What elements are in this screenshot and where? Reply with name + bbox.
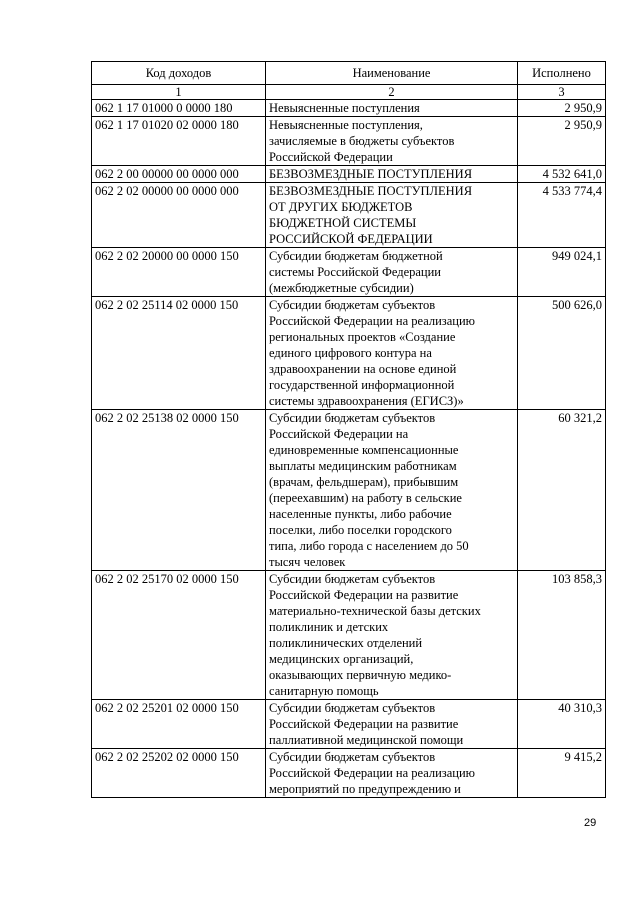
row-name: Субсидии бюджетам субъектов Российской Федерации на развитие материально-технической базы детских поликлиник и детских поликлинических отделений медицинских организаций, оказывающих первичную медико- санитарную помощь bbox=[266, 571, 518, 700]
row-name: Невыясненные поступления, зачисляемые в бюджеты субъектов Российской Федерации bbox=[266, 117, 518, 166]
table-header-row bbox=[92, 62, 606, 85]
row-amount: 949 024,1 bbox=[518, 248, 606, 297]
table-row bbox=[92, 183, 606, 248]
row-code: 062 2 02 25201 02 0000 150 bbox=[92, 700, 266, 749]
row-code: 062 2 02 25114 02 0000 150 bbox=[92, 297, 266, 410]
row-code: 062 2 02 25138 02 0000 150 bbox=[92, 410, 266, 571]
revenue-table bbox=[91, 61, 606, 798]
row-amount: 2 950,9 bbox=[518, 117, 606, 166]
row-code: 062 2 02 00000 00 0000 000 bbox=[92, 183, 266, 248]
header-executed: Исполнено bbox=[518, 62, 606, 85]
row-name: Субсидии бюджетам субъектов Российской Федерации на единовременные компенсационные выплаты медицинским работникам (врачам, фельдшерам), прибывшим (переехавшим) на работу в сельские населенные пункты, либо рабочие поселки, либо поселки городского типа, либо города с населением до 50 тысяч человек bbox=[266, 410, 518, 571]
row-amount: 9 415,2 bbox=[518, 749, 606, 798]
table-row bbox=[92, 100, 606, 117]
table-row bbox=[92, 571, 606, 700]
row-code: 062 1 17 01020 02 0000 180 bbox=[92, 117, 266, 166]
row-name: БЕЗВОЗМЕЗДНЫЕ ПОСТУПЛЕНИЯ ОТ ДРУГИХ БЮДЖЕТОВ БЮДЖЕТНОЙ СИСТЕМЫ РОССИЙСКОЙ ФЕДЕРАЦИИ bbox=[266, 183, 518, 248]
table-row bbox=[92, 117, 606, 166]
row-code: 062 1 17 01000 0 0000 180 bbox=[92, 100, 266, 117]
table-row bbox=[92, 166, 606, 183]
row-amount: 4 533 774,4 bbox=[518, 183, 606, 248]
table-row bbox=[92, 297, 606, 410]
page-number: 29 bbox=[584, 817, 597, 829]
column-number: 3 bbox=[518, 85, 606, 100]
row-code: 062 2 02 25202 02 0000 150 bbox=[92, 749, 266, 798]
table-row bbox=[92, 248, 606, 297]
row-amount: 103 858,3 bbox=[518, 571, 606, 700]
row-name: Невыясненные поступления bbox=[266, 100, 518, 117]
table-row bbox=[92, 700, 606, 749]
row-amount: 60 321,2 bbox=[518, 410, 606, 571]
row-amount: 40 310,3 bbox=[518, 700, 606, 749]
header-name: Наименование bbox=[266, 62, 518, 85]
row-name: БЕЗВОЗМЕЗДНЫЕ ПОСТУПЛЕНИЯ bbox=[266, 166, 518, 183]
column-number: 1 bbox=[92, 85, 266, 100]
row-name: Субсидии бюджетам субъектов Российской Федерации на реализацию региональных проектов «Создание единого цифрового контура на здравоохранении на основе единой государственной информационной системы здравоохранения (ЕГИСЗ)» bbox=[266, 297, 518, 410]
row-name: Субсидии бюджетам бюджетной системы Российской Федерации (межбюджетные субсидии) bbox=[266, 248, 518, 297]
header-code: Код доходов bbox=[92, 62, 266, 85]
row-code: 062 2 02 20000 00 0000 150 bbox=[92, 248, 266, 297]
row-name: Субсидии бюджетам субъектов Российской Федерации на развитие паллиативной медицинской помощи bbox=[266, 700, 518, 749]
row-amount: 2 950,9 bbox=[518, 100, 606, 117]
row-code: 062 2 02 25170 02 0000 150 bbox=[92, 571, 266, 700]
row-name: Субсидии бюджетам субъектов Российской Федерации на реализацию мероприятий по предупреждению и bbox=[266, 749, 518, 798]
table-row bbox=[92, 410, 606, 571]
row-amount: 500 626,0 bbox=[518, 297, 606, 410]
column-number-row bbox=[92, 85, 606, 100]
row-code: 062 2 00 00000 00 0000 000 bbox=[92, 166, 266, 183]
column-number: 2 bbox=[266, 85, 518, 100]
row-amount: 4 532 641,0 bbox=[518, 166, 606, 183]
table-row bbox=[92, 749, 606, 798]
